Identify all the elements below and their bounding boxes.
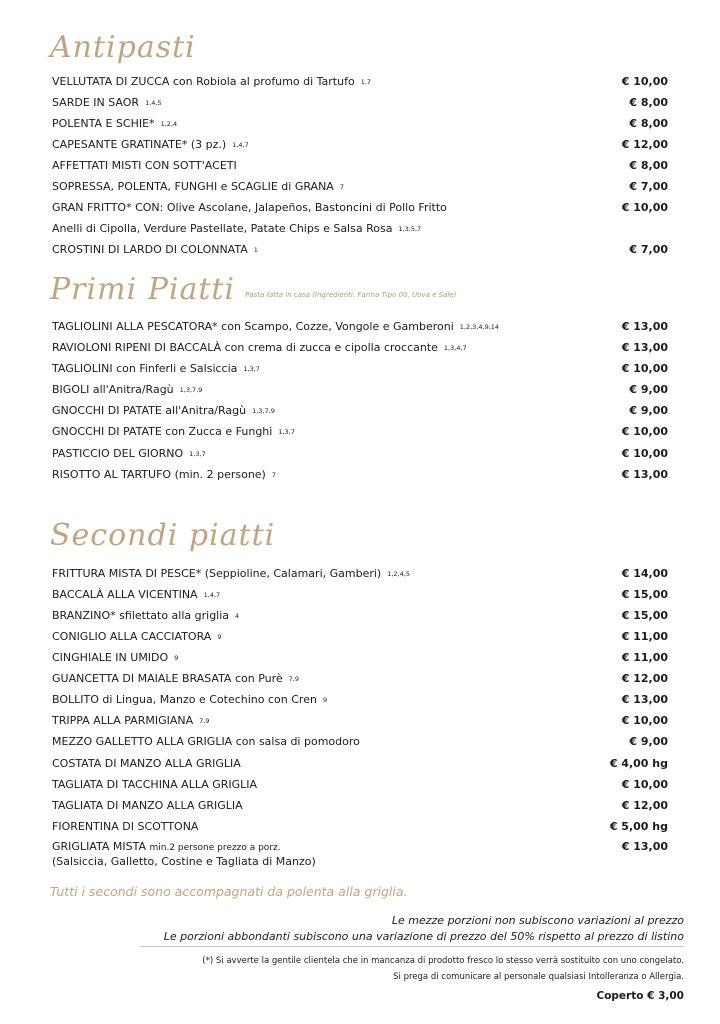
primi-note: Pasta fatta in casa (Ingredienti: Farina Tipo 00, Uova e Sale) (245, 291, 457, 299)
item-price: € 11,00 (621, 651, 668, 664)
allergens: 1,4,7 (232, 141, 249, 149)
frozen-note: (*) Si avverte la gentile clientela che in mancanza di prodotto fresco lo stesso verrà sostituito con uno congelato. (202, 956, 684, 966)
item-name: BOLLITO di Lingua, Manzo e Cotechino con Cren (52, 693, 317, 706)
item-name: TAGLIATA DI TACCHINA ALLA GRIGLIA (52, 778, 258, 791)
menu-item (52, 359, 668, 379)
item-name: GUANCETTA DI MAIALE BRASATA con Purè (52, 672, 283, 685)
allergens: 7 (339, 183, 344, 191)
item-price: € 5,00 hg (609, 820, 668, 833)
item-name: FIORENTINA DI SCOTTONA (52, 820, 199, 833)
item-name: RAVIOLONI RIPENI DI BACCALÀ con crema di zucca e cipolla croccante (52, 341, 438, 354)
item-name: CONIGLIO ALLA CACCIATORA (52, 630, 212, 643)
secondi-title: Secondi piatti (50, 518, 276, 553)
allergens: 1,4,5 (145, 99, 162, 107)
allergens: 1,3,7 (243, 365, 260, 373)
item-name: GRIGLIATA MISTA (52, 840, 146, 853)
item-price: € 10,00 (621, 75, 668, 88)
menu-item (52, 648, 668, 668)
menu-item (52, 444, 668, 464)
allergens: 1,4,7 (203, 591, 221, 599)
menu-item (52, 754, 668, 774)
menu-item (52, 338, 668, 358)
item-price: € 10,00 (621, 714, 668, 727)
allergens: 1,2,3,4,9,14 (459, 323, 500, 331)
allergy-note: Si prega di comunicare al personale qualsiasi Intolleranza o Allergia. (393, 972, 684, 982)
allergens: 7,9 (199, 717, 210, 725)
item-price: € 9,00 (629, 735, 668, 748)
item-price: € 8,00 (629, 96, 668, 109)
item-name: GRAN FRITTO* CON: Olive Ascolane, Jalapeños, Bastoncini di Pollo Fritto (52, 201, 447, 214)
item-price: € 10,00 (621, 778, 668, 791)
item-price: € 10,00 (621, 201, 668, 214)
allergens: 9 (322, 696, 328, 704)
item-detail: (Salsiccia, Galletto, Costine e Tagliata di Manzo) (52, 855, 316, 868)
item-name: AFFETTATI MISTI CON SOTT'ACETI (52, 159, 237, 172)
menu-item-grigliata (52, 837, 668, 867)
item-price: € 13,00 (621, 320, 668, 333)
polenta-note: Tutti i secondi sono accompagnati da polenta alla griglia. (50, 884, 408, 899)
large-portions-note: Le porzioni abbondanti subiscono una variazione di prezzo del 50% rispetto al prezzo di listino (163, 930, 684, 943)
primi-title: Primi Piatti Pasta fatta in casa (Ingredienti: Farina Tipo 00, Uova e Sale) (50, 272, 457, 307)
menu-item (52, 564, 668, 584)
allergens: 7,9 (288, 675, 300, 683)
allergens: 1,3,7,9 (179, 386, 203, 394)
menu-item (52, 606, 668, 626)
menu-item (52, 156, 668, 176)
item-price: € 13,00 (621, 840, 668, 853)
menu-item (52, 732, 668, 752)
divider (140, 946, 684, 947)
allergens: 1,3,7 (189, 450, 206, 458)
item-name: PASTICCIO DEL GIORNO (52, 447, 184, 460)
item-name: Anelli di Cipolla, Verdure Pastellate, Patate Chips e Salsa Rosa (52, 222, 393, 235)
item-price: € 15,00 (621, 588, 668, 601)
item-price: € 13,00 (621, 693, 668, 706)
menu-item (52, 585, 668, 605)
allergens: 7 (271, 471, 276, 479)
item-price: € 10,00 (621, 425, 668, 438)
item-name: GNOCCHI DI PATATE con Zucca e Funghi (52, 425, 273, 438)
item-name: CROSTINI DI LARDO DI COLONNATA (52, 243, 248, 256)
item-name: SARDE IN SAOR (52, 96, 140, 109)
antipasti-title: Antipasti (50, 30, 196, 65)
item-name: POLENTA E SCHIE* (52, 117, 155, 130)
menu-item (52, 690, 668, 710)
half-portions-note: Le mezze porzioni non subiscono variazioni al prezzo (391, 914, 684, 927)
allergens: 1,3,7 (278, 428, 295, 436)
menu-item (52, 796, 668, 816)
item-price: € 10,00 (621, 447, 668, 460)
item-name: SOPRESSA, POLENTA, FUNGHI e SCAGLIE di GRANA (52, 180, 334, 193)
item-price: € 9,00 (629, 404, 668, 417)
menu-item (52, 711, 668, 731)
menu-item (52, 465, 668, 485)
item-price: € 8,00 (629, 117, 668, 130)
item-name: BIGOLI all'Anitra/Ragù (52, 383, 174, 396)
allergens: 1,3,7,9 (252, 407, 275, 415)
allergens: 1,7 (360, 78, 372, 86)
menu-item (52, 198, 668, 218)
item-price: € 4,00 hg (609, 757, 668, 770)
item-price: € 12,00 (621, 138, 668, 151)
menu-item (52, 627, 668, 647)
item-name: MEZZO GALLETTO ALLA GRIGLIA con salsa di pomodoro (52, 735, 360, 748)
item-name: VELLUTATA DI ZUCCA con Robiola al profumo di Tartufo (52, 75, 355, 88)
item-price: € 12,00 (621, 672, 668, 685)
menu-item (52, 317, 668, 337)
item-name: BRANZINO* sfilettato alla griglia (52, 609, 230, 622)
item-price: € 13,00 (621, 341, 668, 354)
item-price: € 11,00 (621, 630, 668, 643)
coperto: Coperto € 3,00 (596, 990, 684, 1002)
item-price: € 9,00 (629, 383, 668, 396)
allergens: 9 (217, 633, 222, 641)
item-note: min.2 persone prezzo a porz. (149, 843, 281, 853)
item-name: TAGLIOLINI con Finferli e Salsiccia (52, 362, 238, 375)
allergens: 4 (235, 612, 240, 620)
item-price: € 7,00 (629, 243, 668, 256)
menu-item (52, 401, 668, 421)
item-name: CAPESANTE GRATINATE* (3 pz.) (52, 138, 227, 151)
menu-item (52, 177, 668, 197)
menu-item (52, 669, 668, 689)
allergens: 1,3,4,7 (443, 344, 467, 352)
menu-item (52, 219, 668, 239)
item-price: € 7,00 (629, 180, 668, 193)
menu-item (52, 817, 668, 837)
item-price: € 14,00 (621, 567, 668, 580)
item-price: € 15,00 (621, 609, 668, 622)
allergens: 1,3,5,7 (398, 225, 422, 233)
item-name: COSTATA DI MANZO ALLA GRIGLIA (52, 757, 241, 770)
allergens: 9 (174, 654, 179, 662)
allergens: 1,2,4,5 (387, 570, 410, 578)
menu-item (52, 775, 668, 795)
item-price: € 8,00 (629, 159, 668, 172)
menu-item (52, 380, 668, 400)
item-price: € 12,00 (621, 799, 668, 812)
menu-item (52, 93, 668, 113)
item-name: TRIPPA ALLA PARMIGIANA (52, 714, 194, 727)
item-name: TAGLIOLINI ALLA PESCATORA* con Scampo, Cozze, Vongole e Gamberoni (52, 320, 454, 333)
allergens: 1,2,4 (160, 120, 178, 128)
item-name: TAGLIATA DI MANZO ALLA GRIGLIA (52, 799, 243, 812)
menu-item (52, 422, 668, 442)
item-name: RISOTTO AL TARTUFO (min. 2 persone) (52, 468, 266, 481)
menu-item (52, 72, 668, 92)
menu-item (52, 114, 668, 134)
item-name: FRITTURA MISTA DI PESCE* (Seppioline, Calamari, Gamberi) (52, 567, 382, 580)
item-price: € 10,00 (621, 362, 668, 375)
item-price: € 13,00 (621, 468, 668, 481)
menu-item (52, 135, 668, 155)
item-name: GNOCCHI DI PATATE all'Anitra/Ragù (52, 404, 247, 417)
allergens: 1 (253, 246, 258, 254)
item-name: BACCALÀ ALLA VICENTINA (52, 588, 198, 601)
menu-item (52, 240, 668, 260)
item-name: CINGHIALE IN UMIDO (52, 651, 169, 664)
